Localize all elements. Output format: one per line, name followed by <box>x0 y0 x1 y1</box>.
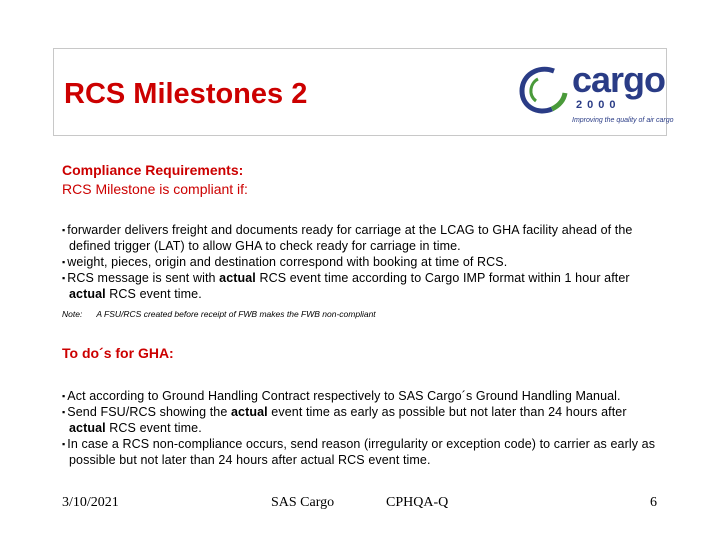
footer-code: CPHQA-Q <box>386 495 449 510</box>
list-item: ▪ Act according to Ground Handling Contract respectively to SAS Cargo´s Ground Handling Manual. <box>62 389 621 403</box>
cargo-2000-logo <box>516 55 674 131</box>
note-text: A FSU/RCS created before receipt of FWB makes the FWB non-compliant <box>96 309 376 319</box>
logo-year: 2000 <box>576 99 621 111</box>
footer-date: 3/10/2021 <box>62 495 119 510</box>
logo-word: cargo <box>572 59 666 100</box>
list-item: ▪ forwarder delivers freight and documents ready for carriage at the LCAG to GHA facility ahead of the defined trigger (LAT) to allow GHA to check ready for carriage in time. <box>62 223 633 253</box>
list-item: ▪ In case a RCS non-compliance occurs, send reason (irregularity or exception code) to carrier as early as possible but not later than 24 hours after actual RCS event time. <box>62 437 656 467</box>
footer-page-number: 6 <box>650 495 657 510</box>
note-label: Note: <box>62 309 83 319</box>
list-item: ▪ RCS message is sent with actual RCS event time according to Cargo IMP format within 1 hour after actual RCS event time. <box>62 271 630 301</box>
slide-title: RCS Milestones 2 <box>64 78 308 110</box>
logo-swoosh-icon <box>516 61 576 121</box>
list-item: ▪ Send FSU/RCS showing the actual event time as early as possible but not later than 24 hours after actual RCS event time. <box>62 405 627 435</box>
todo-list <box>62 388 662 468</box>
title-box <box>53 48 674 136</box>
compliance-heading: Compliance Requirements: <box>62 162 244 178</box>
logo-tagline: Improving the quality of air cargo <box>572 117 674 124</box>
footer-company: SAS Cargo <box>271 495 335 510</box>
list-item: ▪ weight, pieces, origin and destination correspond with booking at time of RCS. <box>62 255 508 269</box>
todo-heading: To do´s for GHA: <box>62 345 174 361</box>
compliance-subheading: RCS Milestone is compliant if: <box>62 181 248 197</box>
compliance-list <box>62 222 662 302</box>
note <box>62 309 376 319</box>
slide-number-title: 2 <box>291 78 308 110</box>
